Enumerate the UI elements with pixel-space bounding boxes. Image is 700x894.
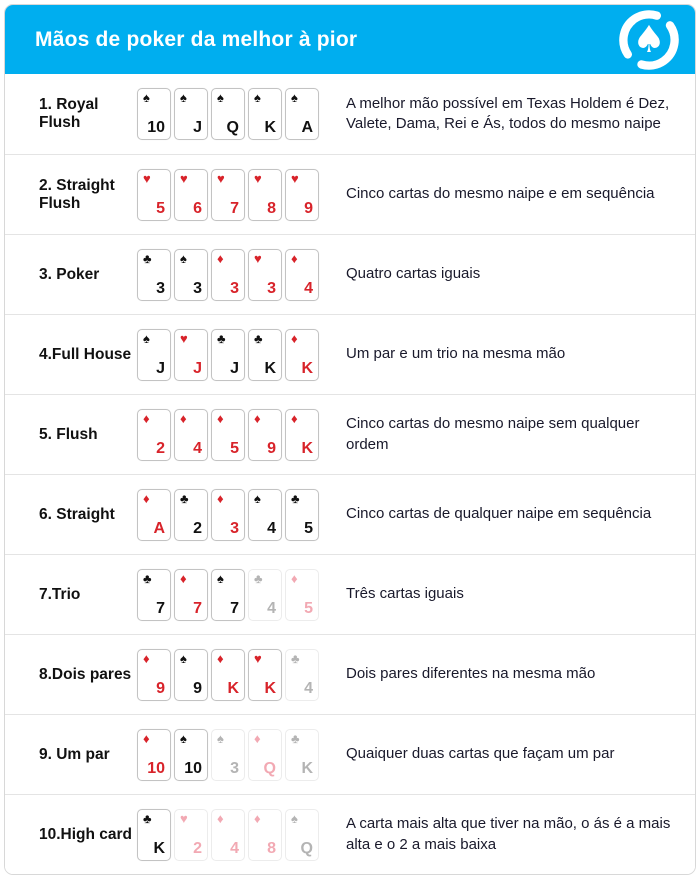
diamond-suit-icon: ♦ [217, 810, 224, 826]
playing-card [211, 409, 245, 461]
playing-card [174, 409, 208, 461]
diamond-suit-icon: ♦ [143, 490, 150, 506]
card-value: K [227, 679, 239, 697]
hand-row [5, 714, 695, 794]
playing-card [174, 729, 208, 781]
card-value: J [193, 359, 202, 377]
spade-suit-icon: ♠ [180, 90, 187, 105]
playing-card [174, 489, 208, 541]
card-value: 2 [193, 839, 202, 857]
playing-card [174, 249, 208, 301]
card-value: 9 [267, 439, 276, 457]
diamond-suit-icon: ♦ [291, 410, 298, 426]
spade-suit-icon: ♠ [254, 90, 261, 105]
spade-suit-icon: ♠ [254, 490, 261, 506]
hand-rank-label: 2. Straight Flush [39, 176, 115, 212]
hand-description: Cinco cartas do mesmo naipe e em sequência [346, 185, 655, 203]
card-value: 3 [156, 279, 165, 297]
card-value: 6 [193, 199, 202, 217]
playing-card [211, 169, 245, 221]
hand-row [5, 314, 695, 394]
card-value: 3 [230, 519, 239, 537]
diamond-suit-icon: ♦ [217, 490, 224, 506]
card-value: K [301, 359, 313, 377]
hand-description: Dois pares diferentes na mesma mão [346, 665, 596, 683]
playing-card [174, 569, 208, 621]
club-suit-icon: ♣ [180, 490, 189, 506]
hand-row [5, 554, 695, 634]
card-value: 4 [304, 679, 313, 697]
card-value: K [153, 839, 165, 857]
playing-card [248, 409, 282, 461]
club-suit-icon: ♣ [254, 330, 263, 346]
playing-card [211, 809, 245, 861]
card-value: 3 [193, 279, 202, 297]
spade-suit-icon: ♠ [217, 90, 224, 105]
card-value: 4 [304, 279, 313, 297]
card-value: 10 [184, 759, 202, 777]
card-value: 10 [147, 119, 165, 136]
playing-card [211, 249, 245, 301]
hand-row [5, 74, 695, 154]
card-value: 9 [156, 679, 165, 697]
playing-card [211, 489, 245, 541]
spade-suit-icon: ♠ [291, 90, 298, 105]
playing-card [285, 88, 319, 140]
card-value: 5 [304, 519, 313, 537]
card-value: A [153, 519, 165, 537]
playing-card [248, 729, 282, 781]
playing-card [248, 249, 282, 301]
card-value: K [301, 759, 313, 777]
card-group [137, 329, 323, 381]
heart-suit-icon: ♥ [180, 170, 188, 186]
hand-row [5, 394, 695, 474]
spade-suit-icon: ♠ [217, 730, 224, 746]
playing-card [211, 729, 245, 781]
playing-card [174, 329, 208, 381]
club-suit-icon: ♣ [143, 250, 152, 266]
diamond-suit-icon: ♦ [217, 650, 224, 666]
diamond-suit-icon: ♦ [217, 410, 224, 426]
hand-description: A carta mais alta que tiver na mão, o ás é a mais alta e o 2 a mais baixa [346, 815, 671, 853]
hand-description: Cinco cartas do mesmo naipe sem qualquer ordem [346, 415, 640, 453]
playing-card [137, 809, 171, 861]
spade-suit-icon: ♠ [180, 730, 187, 746]
card-value: 7 [193, 599, 202, 617]
club-suit-icon: ♣ [143, 810, 152, 826]
playing-card [211, 649, 245, 701]
hand-rank-label: 9. Um par [39, 745, 110, 763]
card-value: 8 [267, 839, 276, 857]
playing-card [285, 809, 319, 861]
diamond-suit-icon: ♦ [254, 410, 261, 426]
playing-card [174, 809, 208, 861]
card-value: 7 [156, 599, 165, 617]
card-value: K [264, 679, 276, 697]
spade-suit-icon: ♠ [143, 330, 150, 346]
playing-card [285, 409, 319, 461]
card-value: 5 [304, 599, 313, 617]
card-value: 9 [304, 199, 313, 217]
heart-suit-icon: ♥ [180, 810, 188, 826]
playing-card [248, 169, 282, 221]
diamond-suit-icon: ♦ [254, 730, 261, 746]
card-value: 4 [267, 599, 276, 617]
hand-description: Quaiquer duas cartas que façam um par [346, 745, 615, 763]
playing-card [285, 649, 319, 701]
playing-card [137, 729, 171, 781]
playing-card [248, 649, 282, 701]
diamond-suit-icon: ♦ [143, 650, 150, 666]
club-suit-icon: ♣ [143, 570, 152, 586]
panel-header [5, 5, 695, 74]
playing-card [174, 169, 208, 221]
card-value: 5 [156, 199, 165, 217]
hand-row [5, 234, 695, 314]
club-suit-icon: ♣ [254, 570, 263, 586]
playing-card [211, 569, 245, 621]
hand-description: A melhor mão possível em Texas Holdem é Dez, Valete, Dama, Rei e Ás, todos do mesmo naipe [346, 94, 670, 132]
heart-suit-icon: ♥ [254, 250, 262, 266]
hand-description: Um par e um trio na mesma mão [346, 345, 566, 363]
hand-rank-label: 6. Straight [39, 505, 115, 523]
playing-card [137, 169, 171, 221]
hand-row [5, 474, 695, 554]
card-value: 3 [230, 759, 239, 777]
playing-card [248, 489, 282, 541]
poker-hands-panel [4, 4, 696, 875]
card-value: 4 [230, 839, 239, 857]
heart-suit-icon: ♥ [217, 170, 225, 186]
heart-suit-icon: ♥ [180, 330, 188, 346]
club-suit-icon: ♣ [291, 650, 300, 666]
card-value: 5 [230, 439, 239, 457]
card-value: 9 [193, 679, 202, 697]
card-group [137, 729, 323, 781]
card-group [137, 489, 323, 541]
diamond-suit-icon: ♦ [180, 410, 187, 426]
card-value: 10 [147, 759, 165, 777]
card-value: Q [226, 119, 239, 136]
club-suit-icon: ♣ [217, 330, 226, 346]
card-value: Q [263, 759, 276, 777]
playing-card [248, 329, 282, 381]
playing-card [285, 329, 319, 381]
card-value: K [264, 119, 276, 136]
playing-card [211, 88, 245, 140]
svg-text:♠: ♠ [632, 18, 666, 62]
hand-row [5, 634, 695, 714]
card-group [137, 249, 323, 301]
card-value: J [193, 119, 202, 136]
playing-card [248, 569, 282, 621]
card-group [137, 169, 323, 221]
heart-suit-icon: ♥ [254, 170, 262, 186]
playing-card [137, 329, 171, 381]
playing-card [285, 169, 319, 221]
hand-rank-label: 5. Flush [39, 425, 98, 443]
card-group [137, 88, 323, 140]
playing-card [137, 489, 171, 541]
hand-row [5, 154, 695, 234]
card-value: J [156, 359, 165, 377]
diamond-suit-icon: ♦ [143, 410, 150, 426]
playing-card [137, 649, 171, 701]
card-value: K [301, 439, 313, 457]
heart-suit-icon: ♥ [254, 650, 262, 666]
diamond-suit-icon: ♦ [180, 570, 187, 586]
hand-rank-label: 10.High card [39, 825, 133, 843]
hand-rank-label: 4.Full House [39, 345, 132, 363]
diamond-suit-icon: ♦ [291, 570, 298, 586]
card-value: J [230, 359, 239, 377]
card-value: A [301, 119, 313, 136]
card-group [137, 569, 323, 621]
playing-card [137, 88, 171, 140]
hand-rows-container [5, 74, 695, 874]
playing-card [174, 649, 208, 701]
card-value: 3 [267, 279, 276, 297]
hand-description: Cinco cartas de qualquer naipe em sequência [346, 505, 652, 523]
card-group [137, 409, 323, 461]
card-value: 8 [267, 199, 276, 217]
spade-swirl-logo-icon [617, 8, 681, 72]
hand-rank-label: 8.Dois pares [39, 665, 132, 683]
page-title: Mãos de poker da melhor à pior [35, 27, 358, 51]
spade-suit-icon: ♠ [291, 810, 298, 826]
playing-card [248, 88, 282, 140]
card-value: 7 [230, 199, 239, 217]
card-value: 2 [193, 519, 202, 537]
spade-suit-icon: ♠ [217, 570, 224, 586]
diamond-suit-icon: ♦ [217, 250, 224, 266]
club-suit-icon: ♣ [291, 490, 300, 506]
spade-suit-icon: ♠ [180, 250, 187, 266]
spade-suit-icon: ♠ [180, 650, 187, 666]
playing-card [137, 409, 171, 461]
card-value: 3 [230, 279, 239, 297]
playing-card [285, 729, 319, 781]
card-value: Q [300, 839, 313, 857]
hand-row [5, 794, 695, 874]
card-value: 4 [267, 519, 276, 537]
card-value: K [264, 359, 276, 377]
hand-rank-label: 3. Poker [39, 265, 100, 283]
diamond-suit-icon: ♦ [291, 330, 298, 346]
card-value: 7 [230, 599, 239, 617]
card-group [137, 649, 323, 701]
playing-card [137, 249, 171, 301]
playing-card [248, 809, 282, 861]
hand-rank-label: 1. Royal Flush [39, 96, 99, 131]
heart-suit-icon: ♥ [143, 170, 151, 186]
playing-card [137, 569, 171, 621]
playing-card [174, 88, 208, 140]
playing-card [285, 249, 319, 301]
playing-card [285, 489, 319, 541]
hand-rank-label: 7.Trio [39, 585, 81, 603]
club-suit-icon: ♣ [291, 730, 300, 746]
diamond-suit-icon: ♦ [143, 730, 150, 746]
diamond-suit-icon: ♦ [254, 810, 261, 826]
heart-suit-icon: ♥ [291, 170, 299, 186]
diamond-suit-icon: ♦ [291, 250, 298, 266]
playing-card [285, 569, 319, 621]
card-value: 2 [156, 439, 165, 457]
spade-suit-icon: ♠ [143, 90, 150, 105]
hand-description: Quatro cartas iguais [346, 265, 481, 283]
playing-card [211, 329, 245, 381]
card-group [137, 809, 323, 861]
card-value: 4 [193, 439, 202, 457]
hand-description: Três cartas iguais [346, 585, 464, 603]
